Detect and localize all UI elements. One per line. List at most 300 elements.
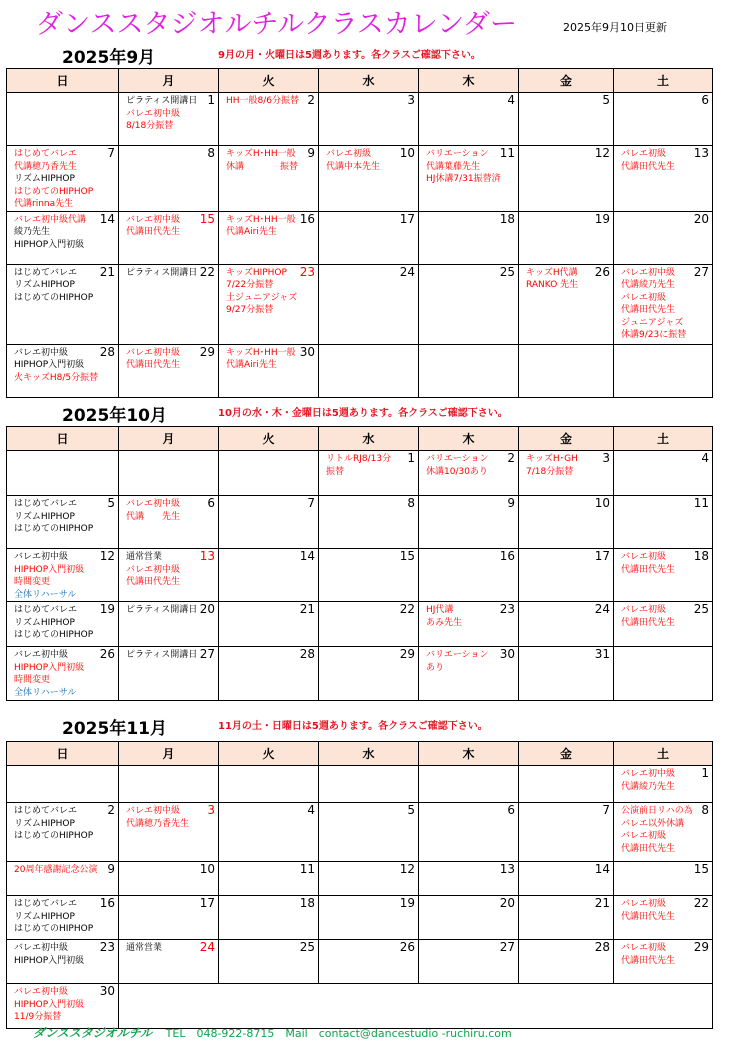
day-number: 28 bbox=[99, 344, 115, 359]
event-line: 20周年感謝記念公演 bbox=[14, 865, 98, 875]
event-line: 代講中本先生 bbox=[326, 161, 381, 172]
day-cell bbox=[219, 803, 319, 862]
event-line: HIPHOP入門初級 bbox=[14, 955, 85, 966]
day-cell bbox=[119, 940, 219, 984]
day-number: 12 bbox=[99, 549, 115, 563]
event-line: HH一般8/6分振替 bbox=[226, 96, 300, 106]
week-row bbox=[7, 803, 713, 862]
day-cell bbox=[7, 602, 119, 647]
month-title: 2025年10月 bbox=[62, 406, 167, 426]
week-row bbox=[7, 766, 713, 803]
month-calendar-table bbox=[6, 741, 713, 1029]
day-cell bbox=[614, 146, 713, 212]
day-cell bbox=[614, 766, 713, 803]
empty-cell bbox=[119, 766, 219, 803]
day-cell bbox=[119, 647, 219, 701]
weekday-header: 火 bbox=[219, 742, 319, 766]
weekday-header: 木 bbox=[419, 427, 519, 451]
day-number: 27 bbox=[693, 264, 709, 279]
event-line: キッズHIPHOP bbox=[226, 267, 287, 278]
day-number: 15 bbox=[399, 549, 415, 563]
event-line: 土ジュニアジャズ bbox=[226, 292, 298, 303]
day-cell bbox=[519, 93, 614, 146]
day-number: 1 bbox=[207, 93, 215, 107]
event-line: バレエ初中級 bbox=[14, 987, 69, 997]
event-line: はじめてバレエ bbox=[14, 806, 78, 816]
day-number: 21 bbox=[299, 602, 315, 616]
day-number: 30 bbox=[99, 984, 115, 998]
weekday-header-row bbox=[7, 69, 713, 93]
day-number: 11 bbox=[299, 862, 315, 876]
event-line: 代講葉藤先生 bbox=[426, 161, 481, 172]
event-line: 代講田代先生 bbox=[126, 360, 181, 370]
day-cell bbox=[419, 647, 519, 701]
day-cell bbox=[119, 549, 219, 602]
week-row bbox=[7, 940, 713, 984]
day-number: 23 bbox=[299, 264, 315, 279]
day-number: 3 bbox=[602, 451, 610, 465]
day-number: 18 bbox=[499, 211, 515, 226]
day-number: 19 bbox=[399, 896, 415, 910]
day-cell bbox=[614, 940, 713, 984]
event-line: リズムHIPHOP bbox=[14, 511, 75, 522]
day-number: 13 bbox=[199, 549, 215, 563]
event-line: リトルRJ8/13分 bbox=[326, 454, 392, 464]
day-cell bbox=[614, 211, 713, 264]
event-line: 8/18分振替 bbox=[126, 121, 174, 131]
month-title: 2025年11月 bbox=[62, 719, 167, 739]
day-number: 24 bbox=[399, 264, 415, 279]
day-cell bbox=[519, 549, 614, 602]
weekday-header-row bbox=[7, 742, 713, 766]
event-line: RANKO 先生 bbox=[526, 280, 579, 290]
event-line: 全体リハーサル bbox=[14, 687, 77, 698]
event-line: 通常営業 bbox=[126, 552, 163, 562]
day-cell bbox=[119, 602, 219, 647]
day-cell bbox=[614, 496, 713, 549]
day-number: 17 bbox=[399, 211, 415, 226]
day-number: 2 bbox=[107, 803, 115, 817]
day-number: 19 bbox=[594, 211, 610, 226]
event-line: バレエ初中級 bbox=[126, 806, 181, 816]
event-line: はじめてのHIPHOP bbox=[14, 186, 94, 197]
day-number: 29 bbox=[399, 647, 415, 661]
day-cell bbox=[614, 93, 713, 146]
day-number: 6 bbox=[701, 93, 709, 107]
event-line: バレエ初中級 bbox=[14, 347, 69, 358]
day-number: 22 bbox=[199, 264, 215, 279]
event-line: HIPHOP入門初級 bbox=[14, 999, 85, 1010]
day-cell bbox=[319, 647, 419, 701]
empty-cell bbox=[219, 451, 319, 496]
event-line: はじめてのHIPHOP bbox=[14, 630, 94, 640]
week-row bbox=[7, 862, 713, 896]
day-number: 30 bbox=[499, 647, 515, 661]
event-line: バリエーション bbox=[426, 149, 489, 159]
event-line: バレエ初中級 bbox=[14, 650, 69, 660]
day-number: 21 bbox=[594, 896, 610, 910]
day-cell bbox=[419, 602, 519, 647]
day-number: 8 bbox=[407, 496, 415, 510]
month-header bbox=[0, 714, 730, 738]
event-line: バリエーション bbox=[426, 650, 489, 660]
day-cell bbox=[519, 264, 614, 344]
weekday-header: 土 bbox=[614, 427, 713, 451]
day-number: 27 bbox=[499, 940, 515, 954]
event-line: 公演前日リハの為 bbox=[621, 806, 693, 816]
day-cell bbox=[419, 264, 519, 344]
weekday-header: 日 bbox=[7, 742, 119, 766]
event-line: HIPHOP入門初級 bbox=[14, 360, 85, 370]
weekday-header: 火 bbox=[219, 427, 319, 451]
day-number: 9 bbox=[307, 146, 315, 160]
day-number: 11 bbox=[693, 496, 709, 510]
day-cell bbox=[519, 602, 614, 647]
day-cell bbox=[519, 862, 614, 896]
weekday-header: 月 bbox=[119, 69, 219, 93]
event-line: 時間変更 bbox=[14, 675, 51, 685]
event-line: 代講田代先生 bbox=[621, 305, 676, 315]
day-number: 29 bbox=[693, 940, 709, 954]
event-line: バレエ初中級 bbox=[621, 267, 676, 278]
day-number: 7 bbox=[107, 146, 115, 160]
day-cell bbox=[419, 93, 519, 146]
weekday-header: 木 bbox=[419, 69, 519, 93]
weekday-header: 日 bbox=[7, 427, 119, 451]
event-line: ピラティス開講日 bbox=[126, 650, 198, 660]
event-line: 火キッズH8/5分振替 bbox=[14, 372, 99, 383]
event-line: はじめてバレエ bbox=[14, 899, 78, 909]
weekday-header: 土 bbox=[614, 69, 713, 93]
weekday-header: 水 bbox=[319, 427, 419, 451]
day-number: 9 bbox=[107, 862, 115, 876]
weekday-header: 水 bbox=[319, 69, 419, 93]
day-number: 25 bbox=[693, 602, 709, 616]
event-line: はじめてのHIPHOP bbox=[14, 524, 94, 534]
weekday-header: 月 bbox=[119, 742, 219, 766]
weekday-header-row bbox=[7, 427, 713, 451]
event-line: 代講田代先生 bbox=[621, 564, 676, 575]
day-cell bbox=[7, 211, 119, 264]
event-line: リズムHIPHOP bbox=[14, 911, 75, 922]
event-line: バレエ初中級代講 bbox=[14, 214, 87, 225]
event-line: ジュニアジャズ bbox=[621, 317, 684, 328]
day-cell bbox=[319, 803, 419, 862]
empty-cell bbox=[519, 344, 614, 397]
day-cell bbox=[614, 803, 713, 862]
day-events bbox=[7, 862, 118, 877]
event-line: バレエ以外休講 bbox=[621, 818, 685, 829]
week-row bbox=[7, 264, 713, 344]
day-number: 19 bbox=[99, 602, 115, 616]
event-line: あみ先生 bbox=[426, 617, 463, 628]
day-number: 25 bbox=[299, 940, 315, 954]
day-events bbox=[7, 803, 118, 843]
day-number: 26 bbox=[99, 647, 115, 661]
event-line: 11/9分振替 bbox=[14, 1012, 62, 1022]
page-title: ダンススタジオルチルクラスカレンダー bbox=[36, 9, 518, 40]
day-number: 21 bbox=[99, 264, 115, 279]
event-line: キッズH･GH bbox=[526, 454, 578, 464]
day-number: 22 bbox=[693, 896, 709, 910]
day-cell bbox=[219, 549, 319, 602]
month-note: 10月の水・木・金曜日は5週あります。各クラスご確認下さい。 bbox=[218, 408, 508, 419]
event-line: 代講綾乃先生 bbox=[621, 280, 676, 290]
weekday-header: 金 bbox=[519, 742, 614, 766]
day-cell bbox=[219, 344, 319, 397]
event-line: あり bbox=[426, 662, 445, 673]
day-number: 8 bbox=[207, 146, 215, 160]
day-cell bbox=[319, 93, 419, 146]
month-title: 2025年9月 bbox=[62, 48, 156, 68]
event-line: HJ代講 bbox=[426, 605, 454, 615]
week-row bbox=[7, 344, 713, 397]
day-number: 14 bbox=[594, 862, 610, 876]
weekday-header: 日 bbox=[7, 69, 119, 93]
event-line: ピラティス開講日 bbox=[126, 96, 198, 106]
day-cell bbox=[219, 647, 319, 701]
day-number: 7 bbox=[307, 496, 315, 510]
event-line: バレエ初級 bbox=[621, 831, 667, 841]
day-cell bbox=[119, 862, 219, 896]
event-line: リズムHIPHOP bbox=[14, 174, 75, 184]
day-number: 1 bbox=[407, 451, 415, 465]
weekday-header: 金 bbox=[519, 69, 614, 93]
day-cell bbox=[7, 940, 119, 984]
event-line: はじめてのHIPHOP bbox=[14, 831, 94, 841]
event-line: バレエ初中級 bbox=[126, 499, 181, 509]
day-number: 13 bbox=[499, 862, 515, 876]
weekday-header: 月 bbox=[119, 427, 219, 451]
event-line: バレエ初中級 bbox=[126, 347, 181, 358]
day-cell bbox=[519, 496, 614, 549]
day-number: 10 bbox=[199, 862, 215, 876]
day-cell bbox=[419, 940, 519, 984]
event-line: はじめてバレエ bbox=[14, 149, 78, 159]
event-line: キッズH･HH一般 bbox=[226, 214, 296, 225]
day-number: 16 bbox=[99, 896, 115, 910]
event-line: はじめてバレエ bbox=[14, 605, 78, 615]
day-cell bbox=[519, 803, 614, 862]
month-calendar-table bbox=[6, 426, 713, 701]
day-number: 30 bbox=[299, 344, 315, 359]
event-line: HJ休講7/31振替済 bbox=[426, 174, 501, 184]
day-cell bbox=[7, 549, 119, 602]
empty-cell bbox=[319, 344, 419, 397]
event-line: バレエ初中級 bbox=[14, 943, 69, 953]
day-cell bbox=[614, 602, 713, 647]
event-line: 代講Airi先生 bbox=[226, 227, 277, 237]
event-line: 振替 bbox=[326, 466, 345, 477]
week-row bbox=[7, 896, 713, 940]
day-events bbox=[119, 803, 218, 830]
event-line: キッズH･HH一般 bbox=[226, 149, 296, 159]
day-events bbox=[219, 146, 318, 173]
weekday-header: 金 bbox=[519, 427, 614, 451]
event-line: 7/22分振替 bbox=[226, 280, 274, 290]
day-cell bbox=[7, 803, 119, 862]
event-line: 代講田代先生 bbox=[621, 911, 676, 922]
day-cell bbox=[419, 146, 519, 212]
day-cell bbox=[119, 896, 219, 940]
event-line: バリエーション bbox=[426, 454, 489, 464]
event-line: バレエ初級 bbox=[621, 605, 667, 615]
day-number: 2 bbox=[507, 451, 515, 465]
event-line: バレエ初中級 bbox=[126, 108, 181, 119]
event-line: 代講田代先生 bbox=[621, 955, 676, 966]
day-number: 7 bbox=[602, 803, 610, 817]
month-note: 11月の土・日曜日は5週あります。各クラスご確認下さい。 bbox=[218, 721, 488, 732]
day-cell bbox=[219, 93, 319, 146]
day-events bbox=[119, 93, 218, 133]
event-line: キッズH代講 bbox=[526, 267, 578, 278]
day-number: 14 bbox=[299, 549, 315, 563]
event-line: 通常営業 bbox=[126, 943, 163, 953]
event-line: キッズH･HH一般 bbox=[226, 347, 296, 358]
event-line: ピラティス開講日 bbox=[126, 605, 198, 615]
event-line: リズムHIPHOP bbox=[14, 280, 75, 290]
day-number: 28 bbox=[299, 647, 315, 661]
day-cell bbox=[519, 896, 614, 940]
event-line: 代講rinna先生 bbox=[14, 199, 74, 209]
day-number: 6 bbox=[507, 803, 515, 817]
event-line: 代講田代先生 bbox=[621, 617, 676, 628]
day-cell bbox=[7, 984, 119, 1029]
day-cell bbox=[219, 496, 319, 549]
day-events bbox=[319, 451, 418, 478]
event-line: HIPHOP入門初級 bbox=[14, 564, 85, 575]
event-line: はじめてのHIPHOP bbox=[14, 924, 94, 934]
day-number: 24 bbox=[594, 602, 610, 616]
day-cell bbox=[119, 803, 219, 862]
event-line: 9/27分振替 bbox=[226, 305, 274, 315]
event-line: バレエ初中級 bbox=[14, 552, 69, 562]
event-line: バレエ初級 bbox=[621, 552, 667, 562]
day-number: 23 bbox=[499, 602, 515, 616]
footer-contact: TEL 048-922-8715 Mail contact@dancestudio -ruchiru.com bbox=[165, 1027, 512, 1040]
empty-cell bbox=[7, 766, 119, 803]
event-line: バレエ初級 bbox=[621, 149, 667, 159]
day-cell bbox=[219, 940, 319, 984]
event-line: 代講綾乃先生 bbox=[621, 781, 676, 792]
day-cell bbox=[519, 146, 614, 212]
day-cell bbox=[219, 896, 319, 940]
day-cell bbox=[519, 647, 614, 701]
day-cell bbox=[7, 146, 119, 212]
event-line: 全体リハーサル bbox=[14, 589, 77, 600]
weekday-header: 火 bbox=[219, 69, 319, 93]
week-row bbox=[7, 146, 713, 212]
event-line: はじめてバレエ bbox=[14, 499, 78, 509]
event-line: リズムHIPHOP bbox=[14, 818, 75, 829]
day-number: 4 bbox=[701, 451, 709, 465]
event-line: 代講田代先生 bbox=[126, 227, 181, 237]
event-line: 代講田代先生 bbox=[621, 161, 676, 172]
footer-studio-name: ダンススタジオルチル bbox=[33, 1026, 153, 1040]
day-number: 28 bbox=[594, 940, 610, 954]
day-number: 6 bbox=[207, 496, 215, 510]
weekday-header: 水 bbox=[319, 742, 419, 766]
day-cell bbox=[319, 211, 419, 264]
day-number: 3 bbox=[407, 93, 415, 107]
day-number: 5 bbox=[602, 93, 610, 107]
month-header bbox=[0, 43, 730, 67]
day-number: 5 bbox=[107, 496, 115, 510]
empty-cell bbox=[7, 451, 119, 496]
event-line: 代講穂乃香先生 bbox=[14, 161, 78, 172]
empty-cell bbox=[319, 766, 419, 803]
event-line: 綾乃先生 bbox=[14, 227, 51, 237]
event-line: 代講 先生 bbox=[126, 511, 181, 522]
day-cell bbox=[614, 451, 713, 496]
empty-cell bbox=[519, 766, 614, 803]
day-cell bbox=[419, 862, 519, 896]
day-number: 17 bbox=[594, 549, 610, 563]
day-number: 26 bbox=[399, 940, 415, 954]
event-line: バレエ初級 bbox=[621, 899, 667, 909]
day-events bbox=[614, 803, 712, 855]
weekday-header: 土 bbox=[614, 742, 713, 766]
week-row bbox=[7, 451, 713, 496]
event-line: バレエ初級 bbox=[621, 292, 667, 303]
day-number: 10 bbox=[399, 146, 415, 160]
empty-cell bbox=[119, 451, 219, 496]
day-number: 24 bbox=[199, 940, 215, 954]
day-number: 16 bbox=[499, 549, 515, 563]
footer bbox=[33, 1024, 512, 1041]
week-row bbox=[7, 211, 713, 264]
day-number: 23 bbox=[99, 940, 115, 954]
day-cell bbox=[7, 647, 119, 701]
month-note: 9月の月・火曜日は5週あります。各クラスご確認下さい。 bbox=[218, 50, 481, 61]
day-cell bbox=[119, 264, 219, 344]
day-number: 2 bbox=[307, 93, 315, 107]
day-cell bbox=[419, 451, 519, 496]
day-cell bbox=[419, 211, 519, 264]
day-events bbox=[219, 93, 318, 108]
day-events bbox=[519, 451, 613, 478]
day-number: 11 bbox=[499, 146, 515, 160]
event-line: バレエ初中級 bbox=[621, 769, 676, 779]
event-line: 代講Airi先生 bbox=[226, 360, 277, 370]
event-line: リズムHIPHOP bbox=[14, 617, 75, 628]
day-cell bbox=[614, 862, 713, 896]
day-number: 8 bbox=[701, 803, 709, 817]
event-line: バレエ初級 bbox=[621, 943, 667, 953]
day-number: 12 bbox=[594, 146, 610, 160]
day-cell bbox=[319, 496, 419, 549]
day-number: 18 bbox=[693, 549, 709, 563]
event-line: はじめてバレエ bbox=[14, 267, 78, 278]
day-cell bbox=[219, 211, 319, 264]
day-cell bbox=[519, 211, 614, 264]
day-number: 18 bbox=[299, 896, 315, 910]
day-number: 29 bbox=[199, 344, 215, 359]
day-cell bbox=[119, 344, 219, 397]
day-cell bbox=[219, 264, 319, 344]
day-cell bbox=[419, 803, 519, 862]
day-cell bbox=[319, 862, 419, 896]
event-line: 休講 振替 bbox=[226, 161, 299, 172]
day-number: 5 bbox=[407, 803, 415, 817]
day-cell bbox=[614, 549, 713, 602]
empty-cell bbox=[614, 344, 713, 397]
day-number: 27 bbox=[199, 647, 215, 661]
day-cell bbox=[7, 862, 119, 896]
day-cell bbox=[7, 896, 119, 940]
day-number: 25 bbox=[499, 264, 515, 279]
event-line: 休講9/23に振替 bbox=[621, 330, 687, 340]
